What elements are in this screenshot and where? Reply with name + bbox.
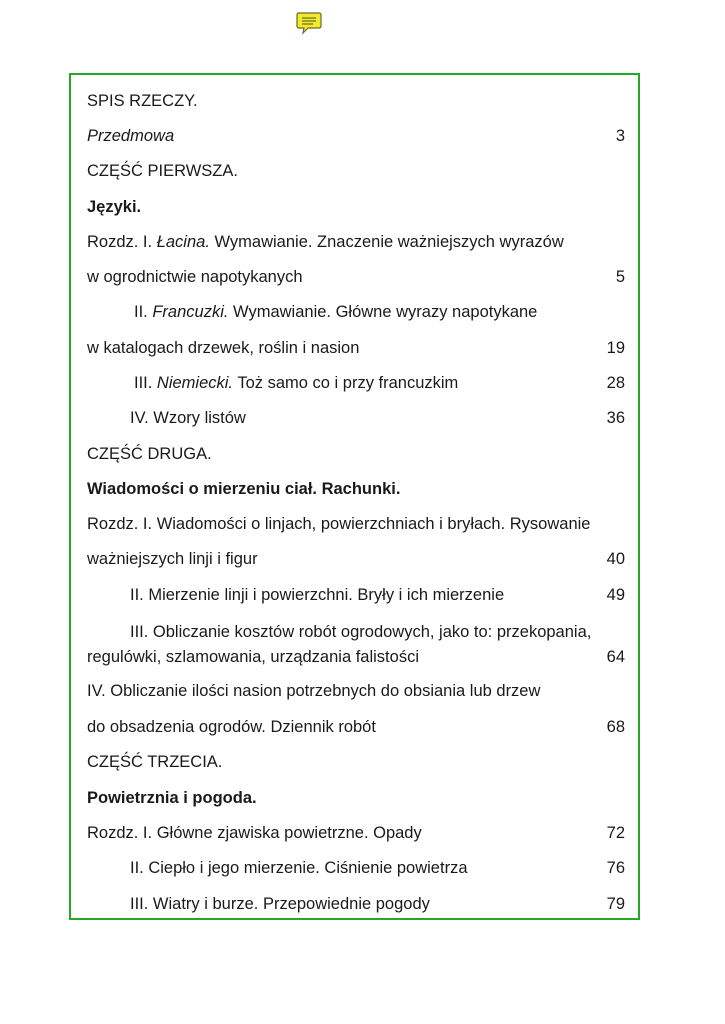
part-3-subject: Powietrznia i pogoda. xyxy=(87,789,257,807)
toc-entry-e2: II. Ciepło i jego mierzenie. Ciśnienie powietrza xyxy=(130,859,468,877)
part-1-subject: Języki. xyxy=(87,198,142,216)
part-2-heading: CZĘŚĆ DRUGA. xyxy=(87,445,212,463)
c3-rest: Toż samo co i przy francuzkim xyxy=(233,374,459,392)
toc-entry-d1-line2: ważniejszych linji i figur xyxy=(87,550,258,568)
toc-entry-d4-line1: IV. Obliczanie ilości nasion potrzebnych do obsiania lub drzew xyxy=(87,682,541,700)
toc-title: SPIS RZECZY. xyxy=(87,92,198,110)
c1-rest: Wymawianie. Znaczenie ważniejszych wyrazów xyxy=(209,233,564,251)
toc-entry-d4-line2: do obsadzenia ogrodów. Dziennik robót xyxy=(87,718,376,736)
toc-entry-e3: III. Wiatry i burze. Przepowiednie pogody xyxy=(130,895,430,913)
toc-entry-c2-line2: w katalogach drzewek, roślin i nasion xyxy=(87,339,360,357)
toc-entry-d1-line1: Rozdz. I. Wiadomości o linjach, powierzchniach i bryłach. Rysowanie xyxy=(87,515,591,533)
toc-entry-c1-line1 xyxy=(87,231,625,253)
toc-entry-c4: IV. Wzory listów xyxy=(130,409,246,427)
c2-rest: Wymawianie. Główne wyrazy napotykane xyxy=(228,303,538,321)
toc-entry-d3-line1: III. Obliczanie kosztów robót ogrodowych, jako to: przekopania, xyxy=(130,623,592,641)
toc-entry-d3-line2: regulówki, szlamowania, urządzania falistości xyxy=(87,648,419,666)
toc-entry-c1-page: 5 xyxy=(615,268,625,286)
toc-entry-d2-page: 49 xyxy=(606,586,625,604)
c1-italic: Łacina. xyxy=(156,233,210,251)
c2-prefix: II. xyxy=(134,303,153,321)
toc-entry-e1-page: 72 xyxy=(606,824,625,842)
c2-italic: Francuzki. xyxy=(152,303,229,321)
c3-italic: Niemiecki. xyxy=(156,374,234,392)
toc-entry-c2-line1 xyxy=(134,301,625,323)
toc-entry-d1-page: 40 xyxy=(606,550,625,568)
toc-entry-d2: II. Mierzenie linji i powierzchni. Bryły i ich mierzenie xyxy=(130,586,505,604)
toc-preface-label: Przedmowa xyxy=(87,127,175,145)
toc-entry-c3 xyxy=(134,372,625,394)
toc-entry-c4-page: 36 xyxy=(606,409,625,427)
part-3-heading: CZĘŚĆ TRZECIA. xyxy=(87,753,223,771)
toc-entry-e2-page: 76 xyxy=(606,859,625,877)
toc-entry-c3-page: 28 xyxy=(606,374,625,392)
part-2-subject: Wiadomości o mierzeniu ciał. Rachunki. xyxy=(87,480,401,498)
toc-preface-page: 3 xyxy=(615,127,625,145)
toc-entry-c2-page: 19 xyxy=(606,339,625,357)
toc-entry-e1: Rozdz. I. Główne zjawiska powietrzne. Opady xyxy=(87,824,422,842)
c1-prefix: Rozdz. I. xyxy=(87,233,157,251)
toc-entry-c1-line2: w ogrodnictwie napotykanych xyxy=(87,268,303,286)
toc-entry-d3-page: 64 xyxy=(606,648,625,666)
toc-entry-d4-page: 68 xyxy=(606,718,625,736)
part-1-heading: CZĘŚĆ PIERWSZA. xyxy=(87,162,238,180)
sticky-note-icon[interactable] xyxy=(296,11,322,35)
toc-entry-e3-page: 79 xyxy=(606,895,625,913)
c3-prefix: III. xyxy=(134,374,157,392)
